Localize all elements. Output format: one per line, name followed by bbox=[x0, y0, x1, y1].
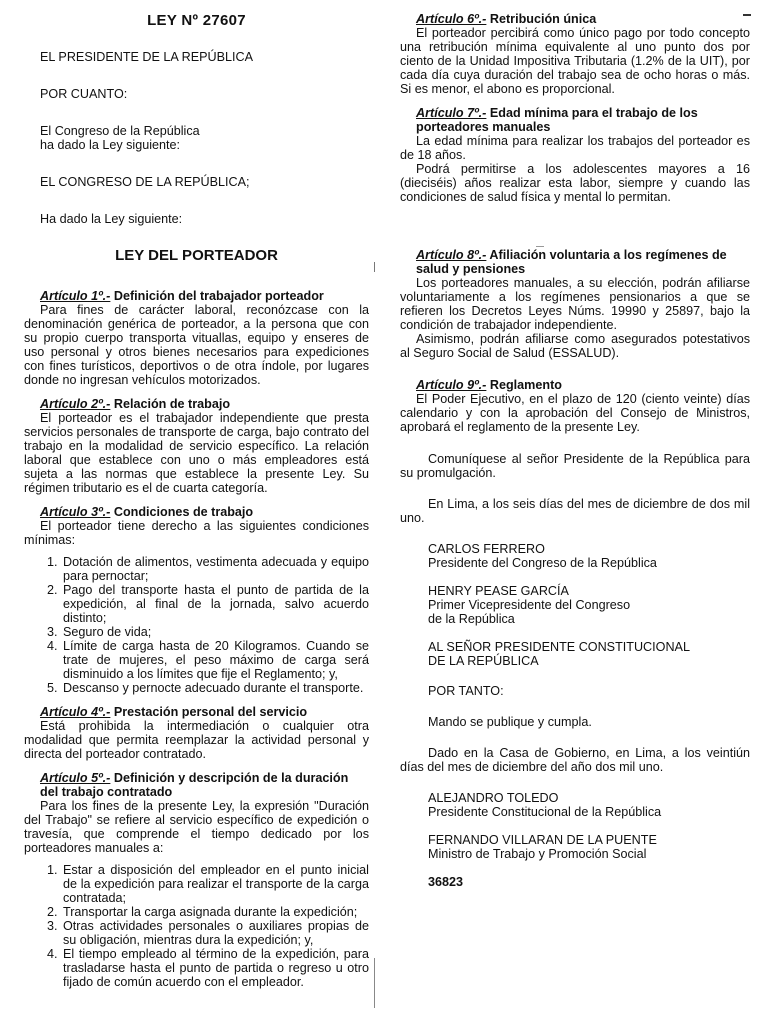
scan-mark bbox=[374, 262, 375, 272]
article-body: La edad mínima para realizar los trabajos del porteador es de 18 años. bbox=[400, 134, 750, 162]
article-body: Podrá permitirse a los adolescentes mayores a 16 (dieciséis) años realizar esta labor, siempre y cuando las condiciones de salud física y mental lo permitan. bbox=[400, 162, 750, 204]
article-8 bbox=[400, 248, 750, 360]
por-tanto: POR TANTO: bbox=[428, 684, 504, 698]
article-title: Edad mínima para el trabajo de los porteadores manuales bbox=[416, 106, 698, 134]
addressee-line: DE LA REPÚBLICA bbox=[428, 654, 539, 668]
dado-text: Dado en la Casa de Gobierno, en Lima, a los veintiún días del mes de diciembre del año dos mil uno. bbox=[400, 746, 750, 774]
signer-name: FERNANDO VILLARAN DE LA PUENTE bbox=[428, 833, 657, 847]
preamble-por-cuanto: POR CUANTO: bbox=[40, 87, 128, 101]
signer-minister bbox=[400, 833, 750, 861]
scan-mark bbox=[374, 958, 375, 1008]
article-body: Para los fines de la presente Ley, la expresión "Duración del Trabajo" se refiere al servicio específico de expedición o travesía, que comprende el tiempo dedicado por los porteadores manuales a: bbox=[24, 799, 369, 855]
conditions-list bbox=[24, 555, 369, 695]
article-heading bbox=[400, 106, 750, 134]
list-item: 2. Pago del transporte hasta el punto de partida de la expedición, al final de la jornada, salvo acuerdo distinto; bbox=[61, 583, 369, 625]
article-heading bbox=[24, 397, 369, 411]
article-5 bbox=[24, 771, 369, 989]
article-heading bbox=[24, 289, 369, 303]
list-item: 2. Transportar la carga asignada durante la expedición; bbox=[61, 905, 369, 919]
list-item: 4. El tiempo empleado al término de la expedición, para trasladarse hasta el punto de partida o regreso u otro fijado de común acuerdo con el empleador. bbox=[61, 947, 369, 989]
signer-president bbox=[400, 791, 750, 819]
signer-role: Ministro de Trabajo y Promoción Social bbox=[428, 847, 647, 861]
mando-text: Mando se publique y cumpla. bbox=[428, 715, 592, 729]
preamble-congress-line2: ha dado la Ley siguiente: bbox=[40, 138, 181, 152]
article-heading bbox=[24, 705, 369, 719]
article-heading bbox=[400, 248, 750, 276]
article-title: Definición y descripción de la duración del trabajo contratado bbox=[40, 771, 349, 799]
article-number: Artículo 9º.- bbox=[416, 378, 487, 392]
list-item: 1. Dotación de alimentos, vestimenta adecuada y equipo para pernoctar; bbox=[61, 555, 369, 583]
list-item: 3. Seguro de vida; bbox=[61, 625, 369, 639]
article-number: Artículo 6º.- bbox=[416, 12, 487, 26]
right-column bbox=[400, 12, 750, 889]
signer-role: Primer Vicepresidente del Congreso bbox=[428, 598, 631, 612]
article-title: Retribución única bbox=[489, 12, 597, 26]
article-body: Está prohibida la intermediación o cualquier otra modalidad que permita reemplazar la actividad personal y directa del porteador contratado. bbox=[24, 719, 369, 761]
signer-congress-president bbox=[400, 542, 750, 570]
signer-role: de la República bbox=[428, 612, 515, 626]
left-column bbox=[24, 12, 369, 999]
article-heading bbox=[24, 771, 369, 799]
signer-role: Presidente del Congreso de la República bbox=[428, 556, 657, 570]
article-7 bbox=[400, 106, 750, 204]
article-6 bbox=[400, 12, 750, 96]
article-3 bbox=[24, 505, 369, 695]
list-item: 4. Límite de carga hasta de 20 Kilogramos. Cuando se trate de mujeres, el peso máximo de carga será disminuido a los límites que fije el Reglamento; y, bbox=[61, 639, 369, 681]
preamble-congress: EL CONGRESO DE LA REPÚBLICA; bbox=[40, 175, 250, 189]
law-number: LEY Nº 27607 bbox=[147, 12, 246, 29]
article-body: El Poder Ejecutivo, en el plazo de 120 (ciento veinte) días calendario y con la aprobación del Consejo de Ministros, aprobará el reglamento de la presente Ley. bbox=[400, 392, 750, 434]
article-body: Asimismo, podrán afiliarse como asegurados potestativos al Seguro Social de Salud (ESSALUD). bbox=[400, 332, 750, 360]
article-title: Relación de trabajo bbox=[113, 397, 231, 411]
article-title: Reglamento bbox=[489, 378, 562, 392]
article-number: Artículo 1º.- bbox=[40, 289, 111, 303]
addressee bbox=[400, 640, 750, 668]
article-title: Afiliación voluntaria a los regímenes de salud y pensiones bbox=[416, 248, 727, 276]
article-9 bbox=[400, 378, 750, 434]
document-number: 36823 bbox=[428, 875, 464, 889]
article-number: Artículo 7º.- bbox=[416, 106, 487, 120]
signer-congress-vicepresident bbox=[400, 584, 750, 626]
addressee-line: AL SEÑOR PRESIDENTE CONSTITUCIONAL bbox=[428, 640, 690, 654]
preamble-president: EL PRESIDENTE DE LA REPÚBLICA bbox=[40, 50, 253, 64]
article-heading bbox=[400, 12, 750, 26]
communicate-text: Comuníquese al señor Presidente de la República para su promulgación. bbox=[400, 452, 750, 480]
preamble-given: Ha dado la Ley siguiente: bbox=[40, 212, 183, 226]
article-body: El porteador percibirá como único pago por todo concepto una retribución mínima equivalente al uno punto dos por ciento de la Unidad Impositiva Tributaria (1.2% de la UIT), por cada día cuya duración del trabajo sea de ocho horas o más. Si es menor, el abono es proporcional. bbox=[400, 26, 750, 96]
signer-role: Presidente Constitucional de la República bbox=[428, 805, 662, 819]
scan-mark bbox=[743, 14, 751, 16]
signer-name: HENRY PEASE GARCÍA bbox=[428, 584, 569, 598]
article-heading bbox=[400, 378, 750, 392]
article-title: Definición del trabajador porteador bbox=[113, 289, 324, 303]
article-4 bbox=[24, 705, 369, 761]
article-number: Artículo 5º.- bbox=[40, 771, 111, 785]
article-2 bbox=[24, 397, 369, 495]
article-title: Condiciones de trabajo bbox=[113, 505, 254, 519]
article-number: Artículo 3º.- bbox=[40, 505, 111, 519]
article-body: Los porteadores manuales, a su elección, podrán afiliarse voluntariamente a los regímenes pensionarios a que se refieren los Decretos Leyes Núms. 19990 y 25897, bajo la condición de trabajador independiente. bbox=[400, 276, 750, 332]
article-number: Artículo 4º.- bbox=[40, 705, 111, 719]
article-1 bbox=[24, 289, 369, 387]
article-body: El porteador es el trabajador independiente que presta servicios personales de transporte de carga, bajo contrato del trabajo en la modalidad de servicio específico. La relación laboral que establece con uno o más empleadores está sujeta a las normas que establece la presente Ley. Su régimen tributario es el de cuarta categoría. bbox=[24, 411, 369, 495]
article-heading bbox=[24, 505, 369, 519]
law-title: LEY DEL PORTEADOR bbox=[115, 247, 278, 264]
list-item: 3. Otras actividades personales o auxiliares propias de su obligación, mientras dura la expedición; y, bbox=[61, 919, 369, 947]
duration-list bbox=[24, 863, 369, 989]
signer-name: CARLOS FERRERO bbox=[428, 542, 545, 556]
article-number: Artículo 2º.- bbox=[40, 397, 111, 411]
article-title: Prestación personal del servicio bbox=[113, 705, 308, 719]
list-item: 1. Estar a disposición del empleador en el punto inicial de la expedición para realizar el transporte de la carga contratada; bbox=[61, 863, 369, 905]
scan-mark bbox=[536, 246, 544, 247]
article-body: El porteador tiene derecho a las siguientes condiciones mínimas: bbox=[24, 519, 369, 547]
article-body: Para fines de carácter laboral, reconózcase con la denominación genérica de porteador, a la persona que con su propio cuerpo transporta vituallas, equipo y enseres de uso personal y otros bienes necesarios para expediciones con fines turísticos, deportivos o de otra índole, por lugares donde no ingresan vehículos motorizados. bbox=[24, 303, 369, 387]
preamble-congress-line1: El Congreso de la República bbox=[40, 124, 200, 138]
list-item: 5. Descanso y pernocte adecuado durante el transporte. bbox=[61, 681, 369, 695]
date-lima-text: En Lima, a los seis días del mes de diciembre de dos mil uno. bbox=[400, 497, 750, 525]
signer-name: ALEJANDRO TOLEDO bbox=[428, 791, 559, 805]
article-number: Artículo 8º.- bbox=[416, 248, 487, 262]
